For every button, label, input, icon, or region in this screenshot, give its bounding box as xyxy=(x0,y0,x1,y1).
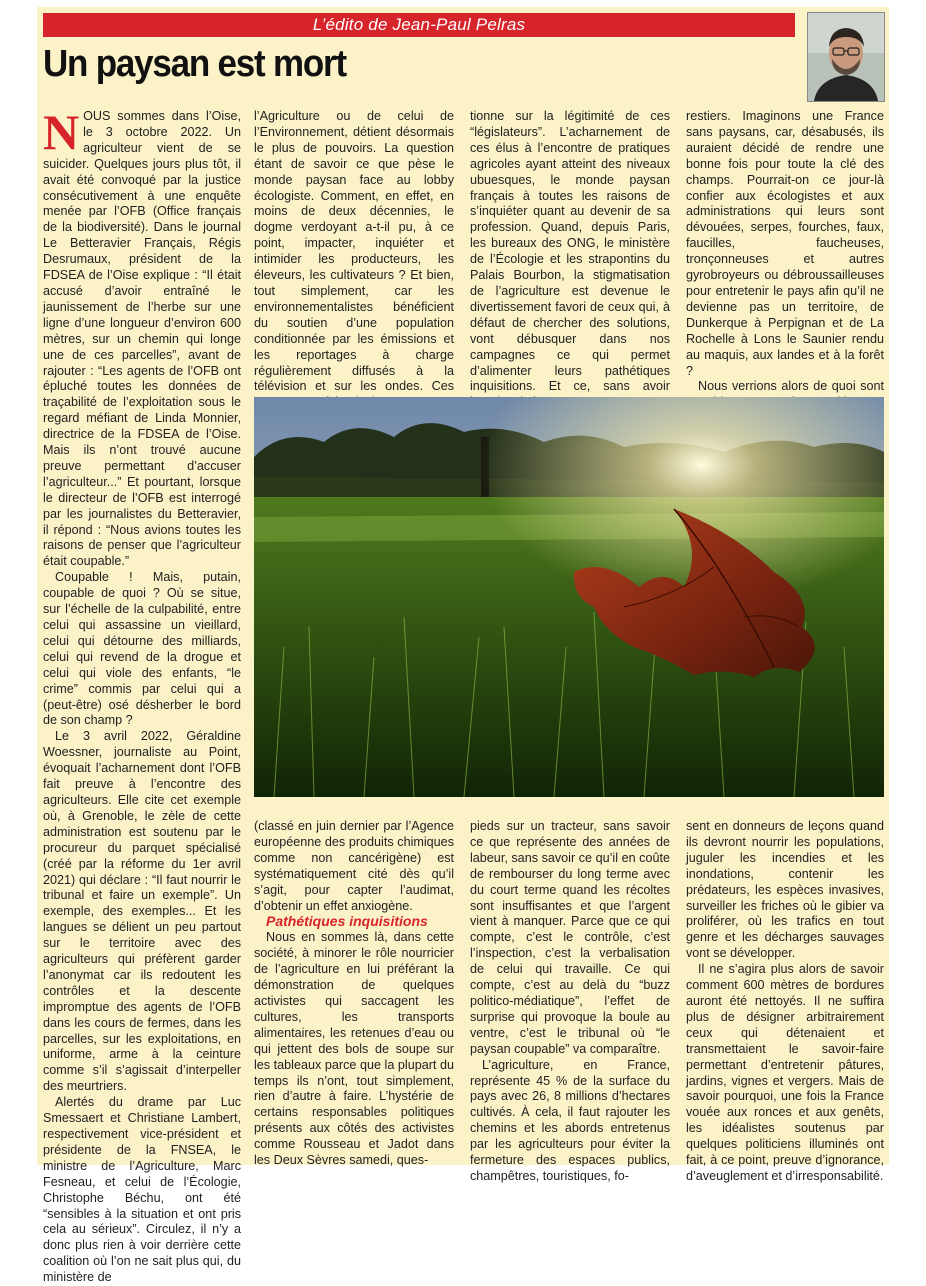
column-3-top xyxy=(470,109,670,394)
paragraph xyxy=(43,104,241,570)
column-2-bottom xyxy=(254,819,454,1168)
paragraph: Nous en sommes là, dans cette société, à minorer le rôle nourricier de l’agriculture en lui préférant la démonstration de quelques activistes qui saccagent les cultures, les transports alimentaires, les retenues d’eau ou qui jettent des bols de soupe sur les tableaux parce que la plupart du temps ils n’ont, tout simplement, rien d’autre à faire. L’hystérie de certains responsables politiques présents aux côtés des activistes comme Rousseau et Jadot dans les Deux Sèvres samedi, ques- xyxy=(254,930,454,1168)
column-3-bottom xyxy=(470,819,670,1183)
edito-banner: L’édito de Jean-Paul Pelras xyxy=(43,13,795,37)
paragraph: Il ne s’agira plus alors de savoir comment 600 mètres de bordures auront été nettoyés. Il ne suffira plus de désigner arbitrairement ceux qui détenaient et transmettaient le savoir-faire permettant d’entretenir pâtures, jardins, vignes et vergers. Mais de savoir pourquoi, une fois la France vouée aux ronces et aux genêts, les idéalistes soutenus par quelques politiciens illuminés ont fait, à ce point, preuve d’ignorance, d’aveuglement et d’irresponsabilité. xyxy=(686,962,884,1183)
main-photo xyxy=(254,397,884,797)
paragraph: (classé en juin dernier par l’Agence européenne des produits chimiques comme non cancérigène) est systématiquement cité dès qu’il s’agit, pour capter l’audimat, d’obtenir un effet anxiogène. xyxy=(254,819,454,913)
paragraph: pieds sur un tracteur, sans savoir ce que représente des années de labeur, sans savoir ce qu’il en coûte de rembourser du long terme avec du court terme quand les récoltes sont insuffisantes et que l’argent vient à manquer. Parce que ce qui compte, c’est le contrôle, c’est l’inspection, c’est la verbalisation de celui qui travaille. Ce qui compte, c’est au delà du “buzz politico-médiatique”, l’effet de surprise qui provoque la boule au ventre, c’est le tribunal où “le paysan coupable” va comparaître. xyxy=(470,819,670,1056)
paragraph: Alertés du drame par Luc Smessaert et Christiane Lambert, respectivement vice-président et présidente de la FNSEA, le ministre de l’Agriculture, Marc Fesneau, et celui de l’Écologie, Christophe Béchu, ont été “sensibles à la situation et ont pris cela au sérieux”. Circulez, il n’y a donc plus rien à voir derrière cette coalition où l’on ne sait plus qui, du ministère de xyxy=(43,1095,241,1285)
paragraph: l’Agriculture ou de celui de l’Environnement, détient désormais le plus de pouvoirs. La question étant de savoir ce que pèse le monde paysan face au lobby écologiste. Comment, en effet, en moins de deux décennies, le dogme verdoyant a-t-il pu, à ce point, impacter, inquiéter et intimider les producteurs, les éleveurs, les cultivateurs ? Et bien, tout simplement, car les environnementalistes bénéficient du soutien d’une population conditionnée par les émissions et les reportages à charge régulièrement diffusés à la télévision et sur les ondes. Ces xyxy=(254,109,454,394)
paragraph: Le 3 avril 2022, Géraldine Woessner, journaliste au Point, évoquait l’acharnement dont l’OFB fait preuve à l’encontre des agriculteurs. Elle cite cet exemple où, à Grenoble, le zèle de cette administration est soutenu par le procureur du parquet spécialisé (créé par la réforme du 1er avril 2021) qui déclare : “Il faut nourrir le tribunal et faire un exemple”. Un exemple, des exemples... Et les langues se délient un peu partout sur le territoire avec des agriculteurs qui préfèrent garder l’anonymat car ils redoutent les contrôles et la descente impromptue des agents de l’OFB dans les cours de fermes, dans les parcelles, sur les exploitations, en uniforme, arme à la ceinture comme s’il s’agissait d’interpeller des meurtriers. xyxy=(43,729,241,1094)
drop-cap: N xyxy=(43,104,80,160)
article-headline: Un paysan est mort xyxy=(43,43,346,85)
column-1 xyxy=(43,104,241,1285)
paragraph: restiers. Imaginons une France sans paysans, car, désabusés, ils auraient décidé de rendre une bonne fois pour toute la clé des champs. Pourrait-on ce jour-là confier aux écologistes et aux administrations qui leurs sont dévouées, serpes, fourches, faux, faucilles, faucheuses, tronçonneuses et autres gyrobroyeurs ou débroussailleuses pour entretenir le pays afin qu’il ne devienne pas un territoire, de Dunkerque à Perpignan et de La Rochelle à Lons le Saunier rendu au maquis, aux landes et à la forêt ? xyxy=(686,109,884,378)
paragraph: tionne sur la légitimité de ces “législateurs”. L’acharnement de ces élus à l’encontre de pratiques agricoles ayant atteint des niveaux ubuesques, le monde paysan français à toutes les raisons de s’inquiéter quant au devenir de sa profession. Quand, depuis Paris, les bureaux des ONG, le ministère de l’Écologie et les strapontins du Palais Bourbon, la stigmatisation de l’agriculture est devenue le divertissement favori de ceux qui, à défaut de chercher des solutions, vont débusquer dans nos campagnes ce qui permet d’alimenter leurs pathétiques inquisitions. Et ce, sans avoir xyxy=(470,109,670,394)
paragraph: L’agriculture, en France, représente 45 % de la surface du pays avec 26, 8 millions d’hectares cultivés. À cela, il faut rajouter les chemins et les abords entretenus par les agriculteurs pour éviter la fermeture des espaces publics, champêtres, touristiques, fo- xyxy=(470,1057,670,1183)
paragraph: Coupable ! Mais, putain, coupable de quoi ? Où se situe, sur l’échelle de la culpabilité, entre celui qui assassine un vieillard, celui qui détourne des milliards, celui qui revend de la drogue et celui qui viole des enfants, “le crime” commis par celui qui a (peut-être) osé désherber le bord de son champ ? xyxy=(43,570,241,728)
paragraph: Nous verrions alors de quoi sont xyxy=(698,379,884,394)
column-4-top xyxy=(686,109,884,394)
section-subheading: Pathétiques inquisitions xyxy=(266,913,428,930)
paragraph: sent en donneurs de leçons quand ils devront nourrir les populations, juguler les incendies et les inondations, contenir les prédateurs, les espèces invasives, surveiller les friches où le gibier va proliférer, où les trafics en tout genre et les décharges sauvages vont se développer. xyxy=(686,819,884,961)
column-2-top xyxy=(254,109,454,394)
author-photo xyxy=(807,12,885,102)
newspaper-page xyxy=(37,7,889,1285)
column-4-bottom xyxy=(686,819,884,1183)
paragraph-text: OUS sommes dans l’Oise, le 3 octobre 2022. Un agriculteur vient de se suicider. Quelques jours plus tôt, il avait été convoqué par la justice consécutivement à une enquête menée par l’OFB (Office français de la biodiversité). Dans le journal Le Betteravier Français, Régis Desrumaux, président de la FDSEA de l’Oise explique : “Il était accusé d’avoir entraîné le jaunissement de l’herbe sur une ligne d’une longueur d’environ 600 mètres, sur un chemin qui longe une de ces parcelles”, avant de rajouter : “Les agents de l’OFB ont épluché toutes les données de traçabilité de l’exploitation sous le regard méfiant de Linda Monnier, directrice de la FDSEA de l’Oise. Mais ils n’ont trouvé aucune preuve permettant d’accuser l’agriculteur...” Et pourtant, lorsque le directeur de l’OFB est interrogé par les journalistes du Betteravier, il répond : “Nous avions toutes les raisons de penser que l’agriculteur était coupable.” xyxy=(43,109,241,569)
